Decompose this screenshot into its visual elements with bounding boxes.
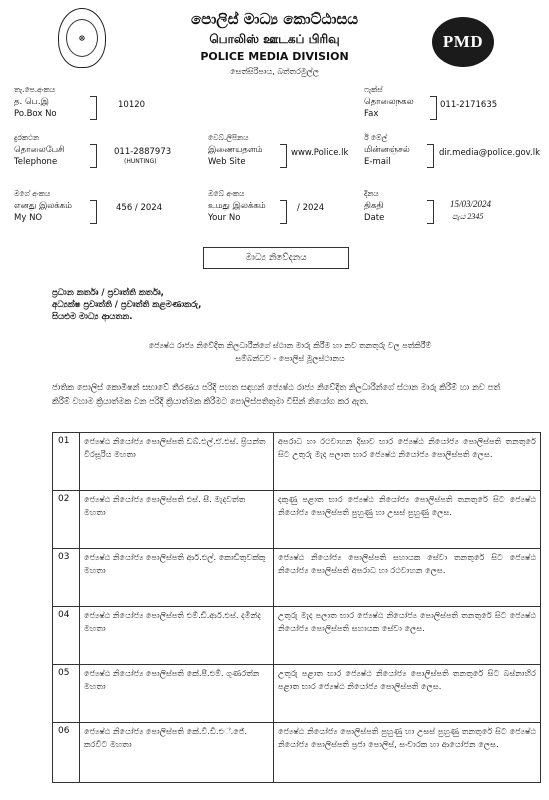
- web-label-si: වෙබ්.ලිපිනය: [208, 133, 249, 142]
- officer-name: ජ්‍යෙෂ්ඨ නියෝජ්‍ය පොලිස්පති ඩබ්.එල්.ඒ.එස්. ප්‍රියන්ත වීරසූරිය මහතා: [80, 433, 274, 491]
- pobox-label-en: Po.Box No: [14, 109, 57, 119]
- transfers-table: [52, 432, 541, 783]
- bracket: [280, 200, 287, 224]
- myno-value: 456 / 2024: [116, 203, 163, 213]
- subject-line-1: ජ්‍යෙෂ්ඨ රාජ්‍ය නිවේදිත නිලධාරීන්ගේ ස්ථාන මාරු කිරීම හා නව තනතුරු වල පත්කිරීම්: [148, 341, 432, 350]
- myno-label-ta: எனது இலக்கம்: [14, 201, 72, 211]
- phone-label-ta: தொலைபேசி: [14, 145, 65, 155]
- officer-name: ජ්‍යෙෂ්ඨ නියෝජ්‍ය පොලිස්පති එම්.ඩී.ආර්.එස්. දමින්ද මහතා: [80, 607, 274, 665]
- web-label-en: Web Site: [208, 157, 246, 167]
- bracket: [427, 200, 434, 224]
- officer-name: ජ්‍යෙෂ්ඨ නියෝජ්‍ය පොලිස්පති කේ.වී.ඩී.එ්.ජේ. කරවිට මහතා: [80, 723, 274, 783]
- addressee-line: අධ්‍යක්ෂ ප්‍රවෘත්ති / ප්‍රවෘත්ති කළමණාකරු,: [52, 300, 202, 310]
- fax-label-en: Fax: [364, 109, 379, 119]
- bracket: [90, 144, 97, 168]
- email-label-si: ඊ මේල්: [364, 133, 388, 142]
- pobox-value: 10120: [118, 100, 146, 110]
- web-label-ta: இணையதளம்: [208, 145, 263, 155]
- row-number: 02: [53, 491, 80, 549]
- table-row: [53, 433, 541, 491]
- email-label-ta: மின்னஞ்சல்: [364, 145, 410, 155]
- date-label-en: Date: [364, 213, 385, 223]
- officer-name: ජ්‍යෙෂ්ඨ නියෝජ්‍ය පොලිස්පති එස්. සී. මැදවත්ත මහතා: [80, 491, 274, 549]
- officer-name: ජ්‍යෙෂ්ඨ නියෝජ්‍ය පොලිස්පති කේ.පී.එම්. ගුණරත්න මහතා: [80, 665, 274, 723]
- yourno-label-si: ඔබේ අංකය: [208, 189, 245, 198]
- date-note: පැය 2345: [452, 212, 484, 221]
- table-row: [53, 491, 541, 549]
- fax-label-ta: தொலைநகல: [364, 97, 414, 107]
- bracket: [90, 200, 97, 224]
- subject-line-2: සම්බන්ධව - පොලිස් මූලස්ථානය: [235, 354, 345, 363]
- addressee-block: [52, 287, 201, 323]
- assignment: ජ්‍යෙෂ්ඨ නියෝජ්‍ය පොලිස්පති සහායක සේවා තනතුරේ සිට ජ්‍යෙෂ්ඨ නියෝජ්‍ය පොලිස්පති අපරාධ හා රථවාහන ලෙස.: [274, 549, 541, 607]
- addressee-line: සියළුම මාධ්‍ය ආයතන.: [52, 312, 133, 322]
- table-row: [53, 665, 541, 723]
- email-label-en: E-mail: [364, 157, 391, 167]
- assignment: උතුරු මැද පලාත භාර ජ්‍යෙෂ්ඨ නියෝජ්‍ය පොලිස්පති තනතුරේ සිට ජ්‍යෙෂ්ඨ නියෝජ්‍ය පොලිස්පති සහායක සේවා ලෙස.: [274, 607, 541, 665]
- officer-name: ජ්‍යෙෂ්ඨ නියෝජ්‍ය පොලිස්පති ආර්.එල්. කොඩිතුවක්කු මහතා: [80, 549, 274, 607]
- row-number: 04: [53, 607, 80, 665]
- row-number: 01: [53, 433, 80, 491]
- title-english: POLICE MEDIA DIVISION: [200, 50, 349, 63]
- fax-value: 011-2171635: [440, 100, 498, 110]
- location: සෙත්සිරිපාය, බත්තරමුල්ල: [230, 67, 319, 76]
- table-row: [53, 723, 541, 783]
- assignment: ජ්‍යෙෂ්ඨ නියෝජ්‍ය පොලිස්පති පුහුණු හා උසස් පුහුණු තනතුරේ සිට ජ්‍යෙෂ්ඨ නියෝජ්‍ය පොලිස්පති ප්‍රජා පොලිස්, සංචාරක හා ආයෝජන ලෙස.: [274, 723, 541, 783]
- row-number: 03: [53, 549, 80, 607]
- bracket: [90, 96, 97, 120]
- addressee-line: ප්‍රධාන කර්තෘ / ප්‍රවෘත්ති කර්තෘ,: [52, 288, 164, 298]
- assignment: අපරාධ හා රථවාහන දිසාව භාර ජ්‍යෙෂ්ඨ නියෝජ්‍ය පොලිස්පති තනතුරේ සිට උතුරු මැද පලාත භාර ජ්‍යෙෂ්ඨ නියෝජ්‍ය පොලිස්පති ලෙස.: [274, 433, 541, 491]
- phone-value: 011-2887973: [114, 147, 172, 157]
- assignment: උතුරු පළාත භාර ජ්‍යෙෂ්ඨ නියෝජ්‍ය පොලිස්පති තනතුරේ සිට බස්නාහිර පළාත භාර ජ්‍යෙෂ්ඨ නියෝජ්‍ය පොලිස්පති ලෙස.: [274, 665, 541, 723]
- date-value: 15/03/2024: [450, 199, 492, 209]
- document-title: මාධ්‍ය නිවේදනය: [203, 247, 349, 269]
- row-number: 05: [53, 665, 80, 723]
- assignment: දකුණු පළාත භාර ජ්‍යෙෂ්ඨ නියෝජ්‍ය පොලිස්පති තනතුරේ සිට ජ්‍යෙෂ්ඨ නියෝජ්‍ය පොලිස්පති පුහුණු හා උසස් පුහුණු ලෙස.: [274, 491, 541, 549]
- title-tamil: பொலிஸ் ஊடகப் பிரிவு: [209, 32, 340, 46]
- date-label-ta: திகதி: [364, 201, 384, 211]
- pobox-label-ta: த. பெ.இ: [14, 97, 49, 107]
- bracket: [430, 96, 437, 120]
- web-value: www.Police.lk: [291, 148, 349, 158]
- yourno-value: / 2024: [297, 203, 325, 213]
- yourno-label-ta: உமது இலக்கம்: [208, 201, 266, 211]
- yourno-label-en: Your No: [208, 213, 241, 223]
- pmd-logo: PMD: [432, 17, 494, 67]
- myno-label-en: My NO: [14, 213, 43, 223]
- table-row: [53, 607, 541, 665]
- phone-note: (HUNTING): [124, 158, 157, 165]
- phone-label-si: දුරකථන: [14, 133, 40, 142]
- title-sinhala: පොලිස් මාධ්‍ය කොට්ඨාසය: [190, 10, 359, 28]
- fax-label-si: ෆැක්ස්: [364, 85, 383, 94]
- bracket: [427, 144, 434, 168]
- email-value: dir.media@police.gov.lk: [439, 148, 541, 158]
- police-emblem-logo: ☸: [58, 8, 106, 68]
- table-row: [53, 549, 541, 607]
- bracket: [280, 144, 287, 168]
- intro-paragraph: ජාතික පොලිස් කොමිෂන් සභාවේ තීරණය පරිදි පහත සඳහන් ජ්‍යෙෂ්ඨ රාජ්‍ය නිවේදිත නිලධාරීන්ගේ ස්ථාන මාරු කිරීම් හා නව පත් කිරීම් වහාම ක්‍රියාත්මක වන පරිදි ක්‍රියාත්මක කිරීමට පොලිස්පතිතුමා විසින් නියෝග කර ඇත.: [52, 382, 500, 406]
- row-number: 06: [53, 723, 80, 783]
- pobox-label-si: තැ.පෙ.අංකය: [14, 85, 56, 94]
- date-label-si: දිනය: [364, 189, 379, 198]
- myno-label-si: මගේ අංකය: [14, 189, 51, 198]
- phone-label-en: Telephone: [14, 157, 58, 167]
